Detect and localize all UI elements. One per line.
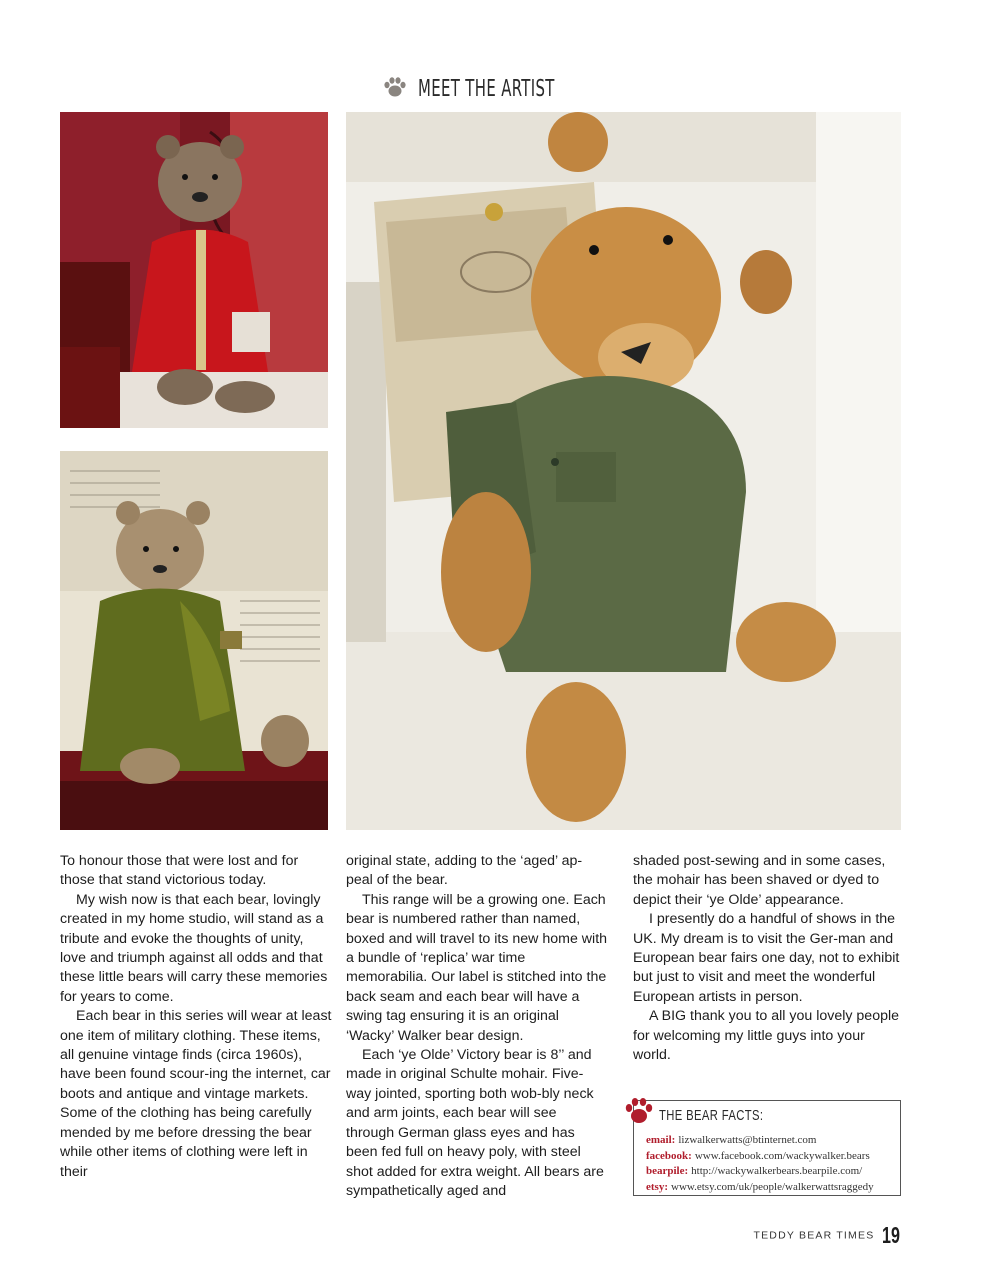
column-2-paragraph-3: Each ‘ye Olde’ Victory bear is 8’’ and made in original Schulte mohair. Five-way jointed, sporting both wob-bly neck and arm joints, each bear will see through German glass eyes and has been fed full on heavy poly, with steel shot added for extra weight. All bears are sympathetically aged and <box>346 1047 604 1199</box>
article-column-3 <box>633 852 903 1065</box>
photo-bear-green-shirt-large <box>346 112 901 830</box>
photo-bear-green-uniform <box>60 451 328 830</box>
etsy-link[interactable]: www.etsy.com/uk/people/walkerwattsraggedy <box>671 1180 874 1193</box>
paw-print-icon <box>624 1097 654 1130</box>
page-number: 19 <box>882 1222 901 1248</box>
article-column-1 <box>60 852 332 1182</box>
photo-bear-red-jacket <box>60 112 328 428</box>
column-1-paragraph-1: To honour those that were lost and for those that stand victorious today. <box>60 853 299 889</box>
fact-etsy: etsy: www.etsy.com/uk/people/walkerwattsraggedy <box>646 1180 874 1193</box>
email-link[interactable]: lizwalkerwatts@btinternet.com <box>678 1134 817 1146</box>
bear-facts-box <box>633 1100 901 1196</box>
fact-email: email: lizwalkerwatts@btinternet.com <box>646 1134 817 1146</box>
article-column-2 <box>346 852 608 1201</box>
section-header <box>0 76 991 102</box>
page-footer <box>753 1222 908 1249</box>
bear-facts-list <box>646 1133 874 1195</box>
paw-print-icon <box>383 76 407 102</box>
column-1-paragraph-3: Each bear in this series will wear at least one item of military clothing. These items, all genuine vintage finds (circa 1960s), have been found scour-ing the internet, car boots and antique and vintage markets. Some of the clothing has being carefully mended by me before dressing the bear while other items of clothing were left in their <box>60 1008 332 1180</box>
facebook-link[interactable]: www.facebook.com/wackywalker.bears <box>694 1149 870 1162</box>
column-3-paragraph-3: A BIG thank you to all you lovely people for welcoming my little guys into your world. <box>633 1008 900 1064</box>
column-3-paragraph-2: I presently do a handful of shows in the UK. My dream is to visit the Ger-man and European bear fairs one day, not to exhibit but just to visit and meet the wonderful European artists in person. <box>633 911 900 1005</box>
column-2-paragraph-1: original state, adding to the ‘aged’ ap-peal of the bear. <box>346 853 583 889</box>
column-2-paragraph-2: This range will be a growing one. Each bear is numbered rather than named, boxed and will travel to its new home with a bundle of ‘replica’ war time memorabilia. Our label is stitched into the back seam and each bear will have a swing tag ensuring it is an original ‘Wacky’ Walker bear design. <box>346 891 608 1044</box>
publication-name: TEDDY BEAR TIMES <box>753 1229 875 1242</box>
column-1-paragraph-2: My wish now is that each bear, lovingly created in my home studio, will stand as a tribute and evoke the thoughts of unity, love and triumph against all odds and that these little bears will carry these memories for years to come. <box>60 891 328 1005</box>
column-3-paragraph-1: shaded post-sewing and in some cases, the mohair has been shaved or dyed to depict their ‘ye Olde’ appearance. <box>633 853 886 908</box>
section-title: MEET THE ARTIST <box>417 76 555 102</box>
fact-facebook: facebook: www.facebook.com/wackywalker.bears <box>646 1149 870 1162</box>
bear-facts-heading: THE BEAR FACTS: <box>659 1107 764 1124</box>
bearpile-link[interactable]: http://wackywalkerbears.bearpile.com/ <box>691 1165 863 1178</box>
fact-bearpile: bearpile: http://wackywalkerbears.bearpile.com/ <box>646 1165 863 1178</box>
